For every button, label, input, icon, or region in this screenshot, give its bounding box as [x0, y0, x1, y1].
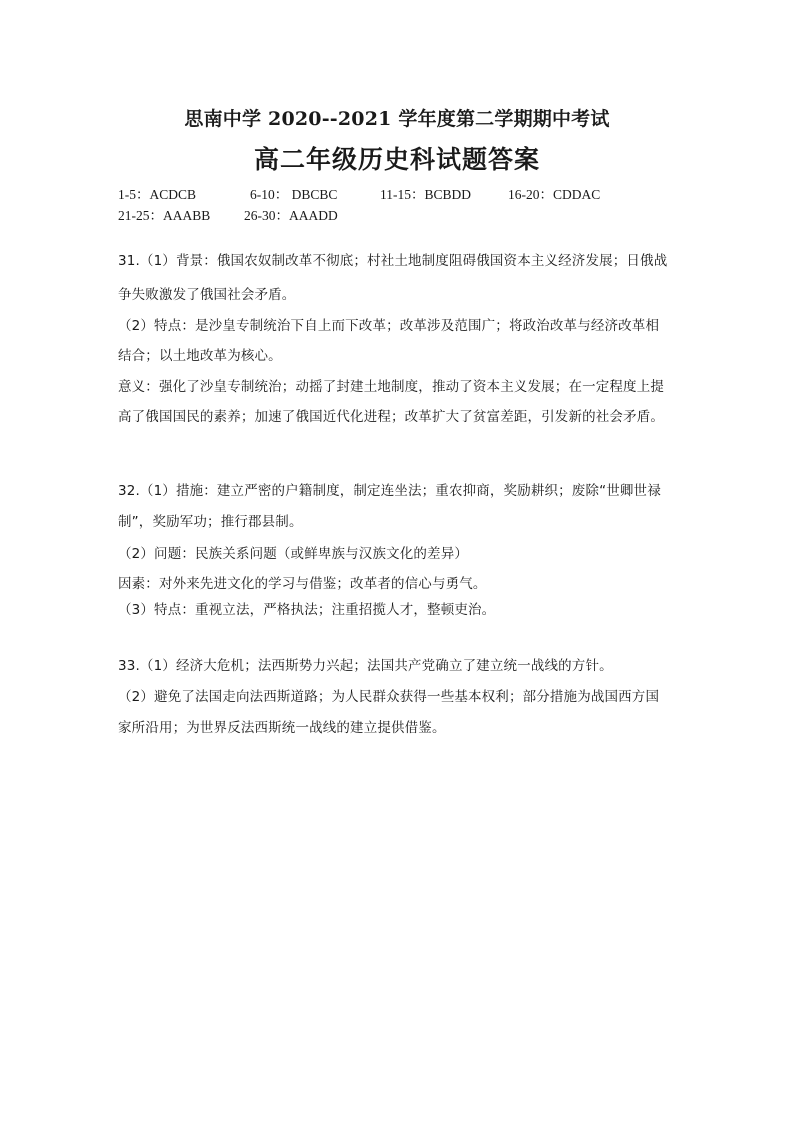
q33-line: 家所沿用；为世界反法西斯统一战线的建立提供借鉴。: [118, 720, 446, 736]
q33-line: 33.（1）经济大危机；法西斯势力兴起；法国共产党确立了建立统一战线的方针。: [118, 658, 613, 674]
mc-answer-6-10: 6-10： DBCBC: [250, 187, 338, 202]
q31-line: （2）特点：是沙皇专制统治下自上而下改革；改革涉及范围广；将政治改革与经济改革相: [118, 318, 660, 334]
school-exam-title: 思南中学 2020--2021 学年度第二学期期中考试: [184, 108, 610, 130]
q31-line: 争失败激发了俄国社会矛盾。: [118, 287, 296, 303]
q33-line: （2）避免了法国走向法西斯道路；为人民群众获得一些基本权利；部分措施为战国西方国: [118, 689, 660, 705]
mc-answer-11-15: 11-15：BCBDD: [380, 187, 472, 202]
q31-line: 31.（1）背景：俄国农奴制改革不彻底；村社土地制度阻碍俄国资本主义经济发展；日俄战: [118, 253, 668, 269]
q32-line: （3）特点：重视立法，严格执法；注重招揽人才，整顿吏治。: [118, 602, 496, 618]
mc-answer-26-30: 26-30：AAADD: [244, 208, 338, 223]
q32-line: 32.（1）措施：建立严密的户籍制度，制定连坐法；重农抑商，奖励耕织；废除“世卿世禄: [118, 483, 661, 499]
q32-line: （2）问题：民族关系问题（或鲜卑族与汉族文化的差异）: [118, 546, 468, 562]
q32-line: 因素：对外来先进文化的学习与借鉴；改革者的信心与勇气。: [118, 576, 487, 592]
q32-line: 制”，奖励军功；推行郡县制。: [118, 514, 303, 530]
q31-line: 高了俄国国民的素养；加速了俄国近代化进程；改革扩大了贫富差距，引发新的社会矛盾。: [118, 409, 664, 425]
q31-line: 意义：强化了沙皇专制统治；动摇了封建土地制度，推动了资本主义发展；在一定程度上提: [118, 379, 664, 395]
subject-answer-title: 高二年级历史科试题答案: [253, 145, 540, 174]
q31-line: 结合；以土地改革为核心。: [118, 348, 282, 364]
mc-answer-1-5: 1-5：ACDCB: [118, 187, 197, 202]
mc-answer-21-25: 21-25：AAABB: [118, 208, 211, 223]
mc-answer-16-20: 16-20：CDDAC: [508, 187, 601, 202]
